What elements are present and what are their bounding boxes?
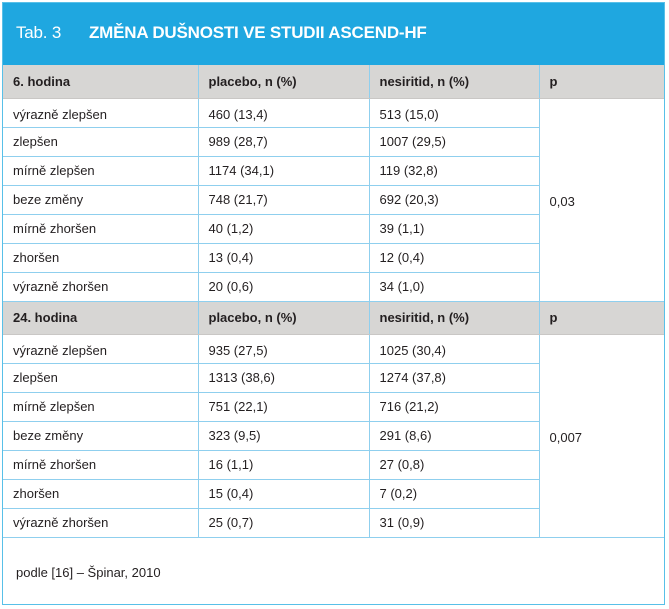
nesiritid-cell: 716 (21,2) (369, 392, 539, 421)
data-table (3, 65, 664, 538)
nesiritid-cell: 27 (0,8) (369, 450, 539, 479)
nesiritid-cell: 39 (1,1) (369, 214, 539, 243)
nesiritid-cell: 31 (0,9) (369, 508, 539, 537)
header-cell-col1: 6. hodina (3, 65, 198, 98)
table-frame (2, 2, 665, 605)
label-cell: beze změny (3, 421, 198, 450)
nesiritid-cell: 692 (20,3) (369, 185, 539, 214)
placebo-cell: 1174 (34,1) (198, 156, 369, 185)
header-cell-col2: placebo, n (%) (198, 301, 369, 334)
label-cell: výrazně zhoršen (3, 508, 198, 537)
header-cell-col4: p (539, 301, 664, 334)
label-cell: výrazně zhoršen (3, 272, 198, 301)
label-cell: zhoršen (3, 479, 198, 508)
section-header-row (3, 65, 664, 98)
label-cell: mírně zlepšen (3, 156, 198, 185)
nesiritid-cell: 34 (1,0) (369, 272, 539, 301)
table-row (3, 98, 664, 127)
header-cell-col2: placebo, n (%) (198, 65, 369, 98)
placebo-cell: 20 (0,6) (198, 272, 369, 301)
nesiritid-cell: 119 (32,8) (369, 156, 539, 185)
label-cell: mírně zhoršen (3, 450, 198, 479)
placebo-cell: 460 (13,4) (198, 98, 369, 127)
source-footnote: podle [16] – Špinar, 2010 (16, 565, 161, 580)
label-cell: výrazně zlepšen (3, 98, 198, 127)
label-cell: zlepšen (3, 127, 198, 156)
header-cell-col3: nesiritid, n (%) (369, 65, 539, 98)
header-cell-col3: nesiritid, n (%) (369, 301, 539, 334)
placebo-cell: 13 (0,4) (198, 243, 369, 272)
nesiritid-cell: 513 (15,0) (369, 98, 539, 127)
placebo-cell: 748 (21,7) (198, 185, 369, 214)
table-title: ZMĚNA DUŠNOSTI VE STUDII ASCEND-HF (89, 23, 427, 42)
placebo-cell: 751 (22,1) (198, 392, 369, 421)
label-cell: mírně zhoršen (3, 214, 198, 243)
label-cell: výrazně zlepšen (3, 334, 198, 363)
placebo-cell: 16 (1,1) (198, 450, 369, 479)
placebo-cell: 15 (0,4) (198, 479, 369, 508)
label-cell: beze změny (3, 185, 198, 214)
placebo-cell: 40 (1,2) (198, 214, 369, 243)
header-cell-col4: p (539, 65, 664, 98)
nesiritid-cell: 1025 (30,4) (369, 334, 539, 363)
placebo-cell: 1313 (38,6) (198, 363, 369, 392)
label-cell: mírně zlepšen (3, 392, 198, 421)
nesiritid-cell: 291 (8,6) (369, 421, 539, 450)
title-bar (3, 3, 664, 65)
nesiritid-cell: 7 (0,2) (369, 479, 539, 508)
label-cell: zlepšen (3, 363, 198, 392)
placebo-cell: 989 (28,7) (198, 127, 369, 156)
placebo-cell: 25 (0,7) (198, 508, 369, 537)
nesiritid-cell: 1007 (29,5) (369, 127, 539, 156)
table-number: Tab. 3 (16, 23, 62, 42)
label-cell: zhoršen (3, 243, 198, 272)
nesiritid-cell: 12 (0,4) (369, 243, 539, 272)
placebo-cell: 935 (27,5) (198, 334, 369, 363)
header-cell-col1: 24. hodina (3, 301, 198, 334)
placebo-cell: 323 (9,5) (198, 421, 369, 450)
p-value-cell: 0,007 (539, 334, 664, 537)
section-header-row (3, 301, 664, 334)
p-value-cell: 0,03 (539, 98, 664, 301)
nesiritid-cell: 1274 (37,8) (369, 363, 539, 392)
table-row (3, 334, 664, 363)
